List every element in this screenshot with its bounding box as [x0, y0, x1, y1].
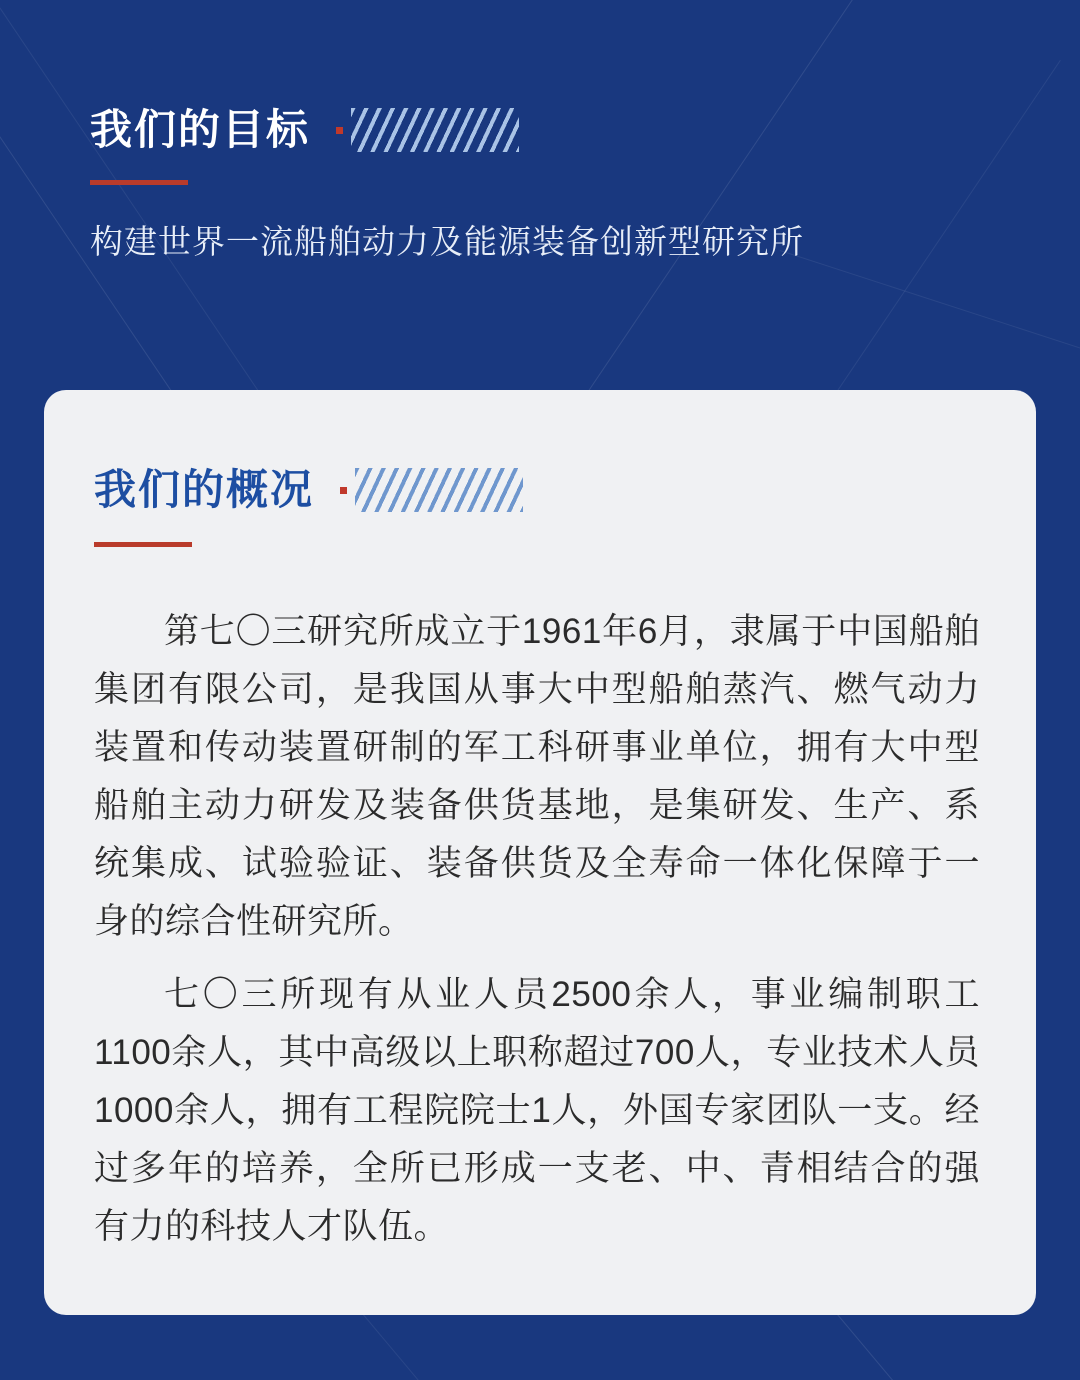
hatch-stripes-icon — [351, 108, 519, 152]
overview-card — [44, 390, 1036, 1315]
goal-heading-row — [90, 108, 990, 152]
hatch-stripes-icon — [355, 468, 523, 512]
overview-heading-row — [94, 468, 980, 512]
square-dot-icon — [336, 127, 343, 134]
goal-text: 构建世界一流船舶动力及能源装备创新型研究所 — [90, 223, 804, 260]
goal-section — [90, 108, 990, 265]
overview-heading: 我们的概况 — [94, 466, 315, 513]
hatch-ornament — [340, 468, 523, 512]
overview-underline-rule — [94, 542, 192, 547]
decorative-diagonal-line — [780, 250, 1080, 393]
overview-paragraph: 七〇三所现有从业人员2500余人，事业编制职工1100余人，其中高级以上职称超过700人，专业技术人员1000余人，拥有工程院院士1人，外国专家团队一支。经过多年的培养，全所已形成一支老、中、青相结合的强有力的科技人才队伍。 — [94, 974, 980, 1246]
hatch-ornament — [336, 108, 519, 152]
goal-heading: 我们的目标 — [90, 106, 311, 153]
overview-body — [94, 603, 980, 1256]
overview-paragraph: 第七〇三研究所成立于1961年6月，隶属于中国船舶集团有限公司，是我国从事大中型船舶蒸汽、燃气动力装置和传动装置研制的军工科研事业单位，拥有大中型船舶主动力研发及装备供货基地，是集研发、生产、系统集成、试验验证、装备供货及全寿命一体化保障于一身的综合性研究所。 — [94, 612, 980, 942]
square-dot-icon — [340, 487, 347, 494]
goal-underline-rule — [90, 180, 188, 185]
